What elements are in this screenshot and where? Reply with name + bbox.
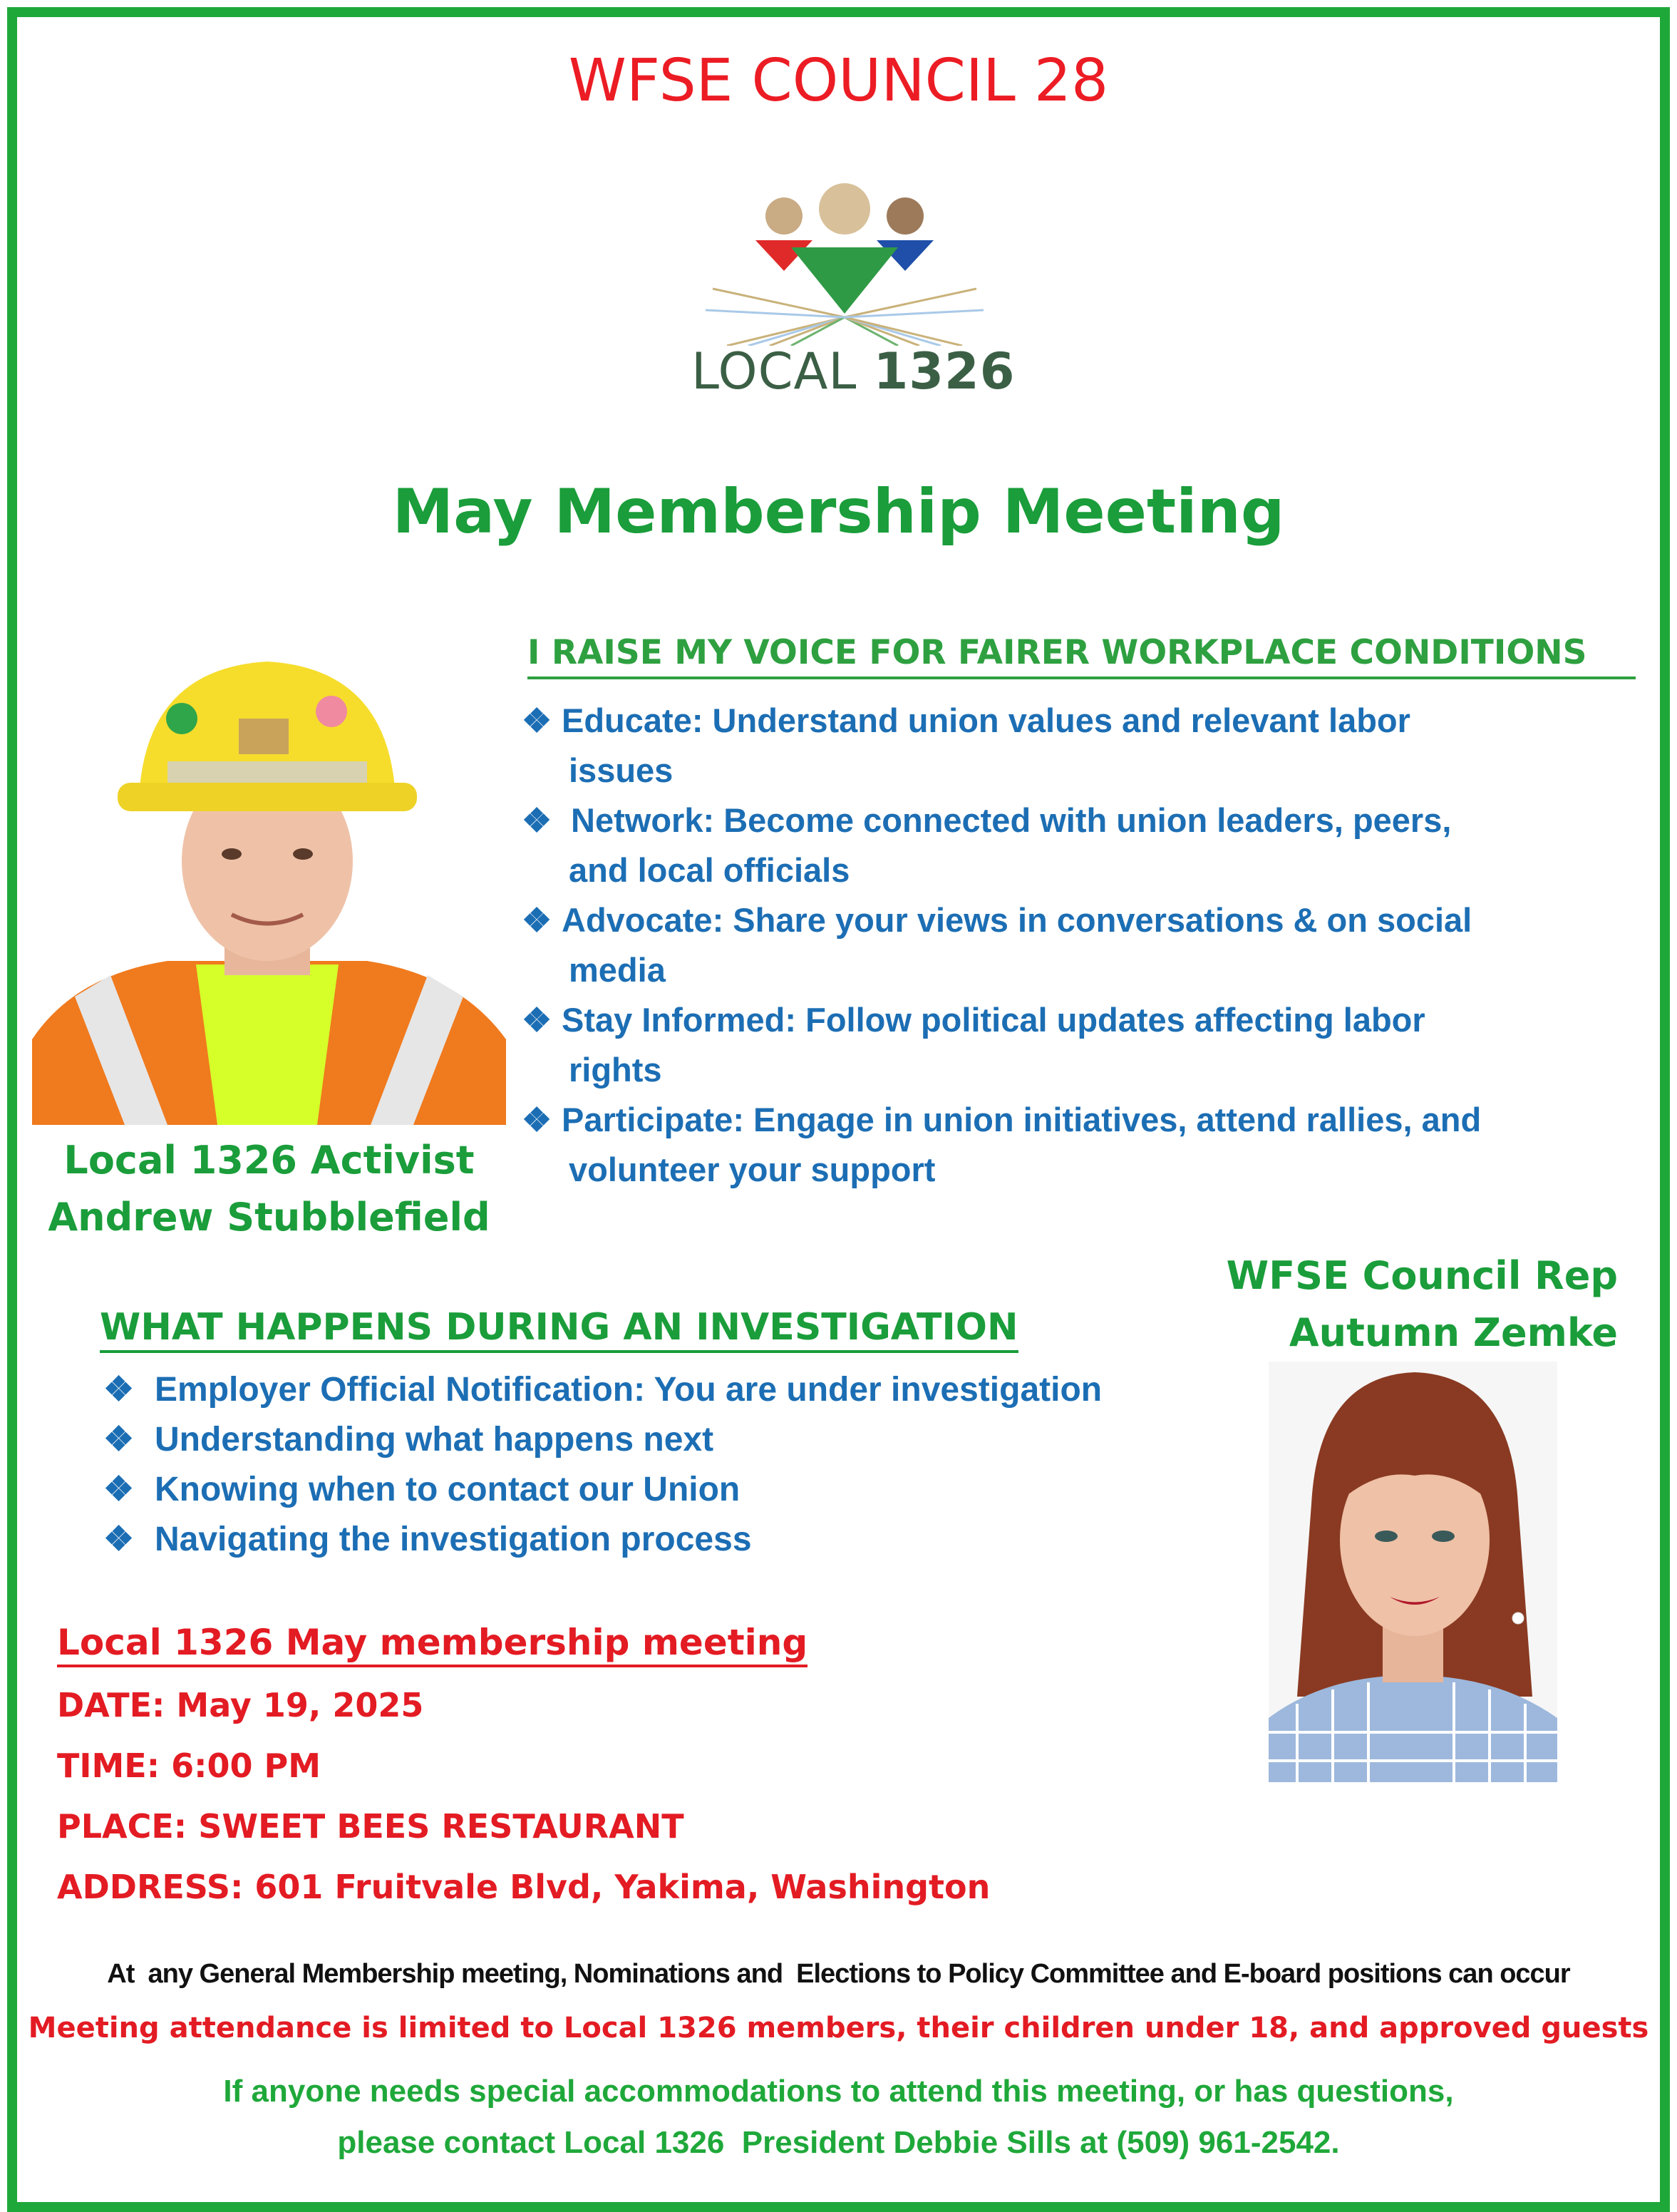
rep-photo: [1269, 1362, 1557, 1782]
voice-bullet-list: [522, 696, 1634, 1195]
diamond-bullet-icon: ❖: [522, 901, 552, 939]
voice-section-title: I RAISE MY VOICE FOR FAIRER WORKPLACE CONDITIONS: [527, 633, 1636, 679]
list-item: ❖ Understanding what happens next: [103, 1415, 1229, 1465]
diamond-bullet-icon: ❖: [522, 1101, 552, 1138]
rep-caption: [1212, 1248, 1618, 1362]
diamond-bullet-icon: ❖: [103, 1471, 135, 1508]
activist-photo: [32, 640, 506, 1125]
meeting-place: PLACE: SWEET BEES RESTAURANT: [57, 1807, 684, 1846]
meeting-time: TIME: 6:00 PM: [57, 1747, 321, 1785]
meeting-details-title: Local 1326 May membership meeting: [57, 1622, 807, 1667]
list-item: ❖ Advocate: Share your views in conversations & on social media: [522, 895, 1634, 995]
local-1326-logo: [684, 182, 1016, 410]
investigation-bullet-list: [103, 1365, 1229, 1565]
diamond-bullet-icon: ❖: [522, 1001, 552, 1039]
diamond-bullet-icon: ❖: [103, 1371, 135, 1409]
investigation-title: WHAT HAPPENS DURING AN INVESTIGATION: [100, 1306, 1018, 1353]
list-item: ❖ Employer Official Notification: You are under investigation: [103, 1365, 1229, 1415]
list-item: ❖ Educate: Understand union values and relevant labor issues: [522, 696, 1634, 796]
list-item: ❖ Knowing when to contact our Union: [103, 1465, 1229, 1515]
rep-name: Autumn Zemke: [1289, 1310, 1618, 1355]
list-item: ❖ Participate: Engage in union initiatives, attend rallies, and volunteer your support: [522, 1095, 1634, 1195]
diamond-bullet-icon: ❖: [103, 1421, 135, 1459]
meeting-address: ADDRESS: 601 Fruitvale Blvd, Yakima, Washington: [57, 1868, 991, 1906]
diamond-bullet-icon: ❖: [522, 801, 552, 839]
accommodations-note: If anyone needs special accommodations to attend this meeting, or has questions, please contact Local 1326 President Debbie Sills at (509) 961-2542.: [223, 2074, 1454, 2160]
attendance-note: Meeting attendance is limited to Local 1326 members, their children under 18, and approved guests: [28, 2012, 1649, 2044]
activist-caption: [32, 1132, 506, 1246]
logo-text: LOCAL 1326: [691, 342, 1016, 401]
diamond-bullet-icon: ❖: [103, 1521, 135, 1558]
nominations-note: At any General Membership meeting, Nominations and Elections to Policy Committee and E-board positions can occur: [107, 1959, 1570, 1989]
list-item: ❖ Navigating the investigation process: [103, 1515, 1229, 1565]
diamond-bullet-icon: ❖: [522, 701, 552, 739]
council-title: WFSE COUNCIL 28: [568, 47, 1109, 115]
activist-name: Andrew Stubblefield: [48, 1195, 490, 1240]
rep-role: WFSE Council Rep: [1226, 1253, 1618, 1298]
people-logo-icon: [684, 182, 1005, 346]
meeting-date: DATE: May 19, 2025: [57, 1686, 424, 1724]
activist-role: Local 1326 Activist: [63, 1138, 475, 1183]
list-item: ❖ Stay Informed: Follow political updates affecting labor rights: [522, 995, 1634, 1095]
list-item: ❖ Network: Become connected with union leaders, peers, and local officials: [522, 796, 1634, 895]
meeting-heading: May Membership Meeting: [392, 476, 1285, 547]
